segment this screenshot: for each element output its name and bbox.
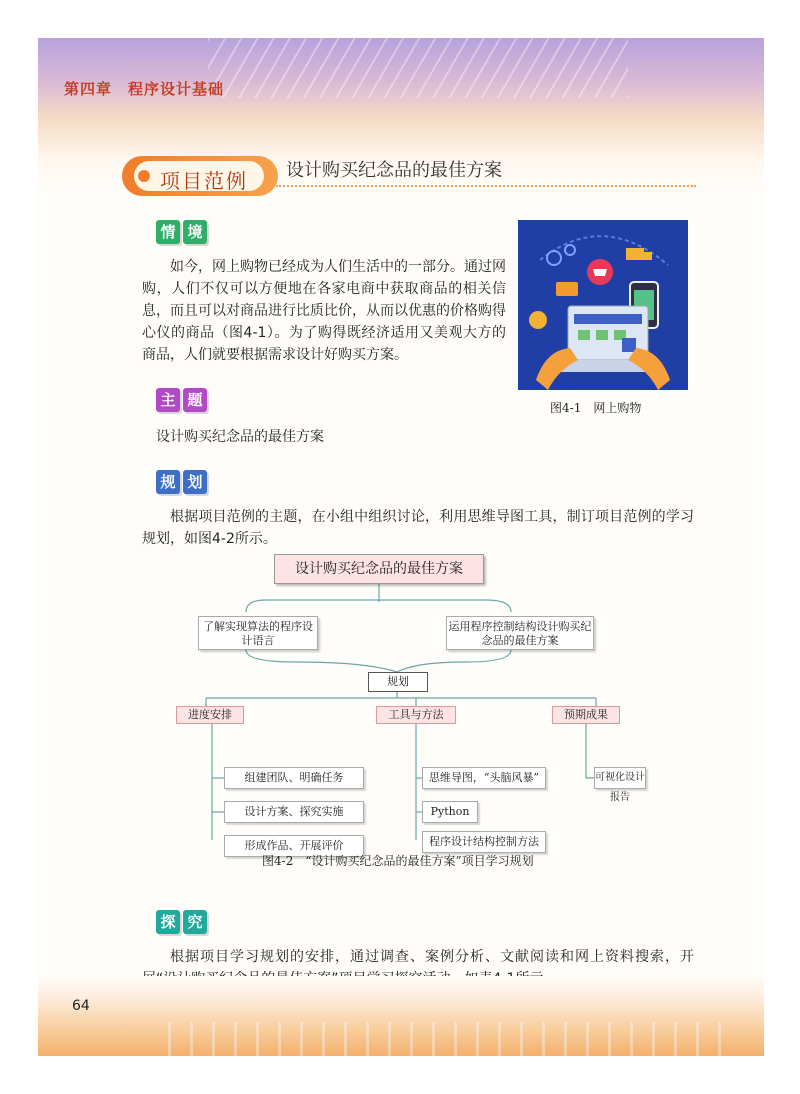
context-tag-char: 情 (156, 220, 180, 244)
mindmap-leaf: 组建团队、明确任务 (224, 767, 364, 789)
project-banner (122, 156, 278, 196)
dotted-divider (276, 185, 696, 187)
context-paragraph: 如今，网上购物已经成为人们生活中的一部分。通过网购，人们不仅可以方便地在各家电商中获取商品的相关信息，而且可以对商品进行比质比价，从而以优惠的价格购得心仪的商品（图4-1）。为了购得既经济适用又美观大方的商品，人们就要根据需求设计好购买方案。 (142, 259, 506, 363)
online-shopping-illustration (518, 220, 688, 390)
mindmap-left-node: 了解实现算法的程序设计语言 (198, 616, 318, 650)
plan-tag (156, 470, 210, 496)
mindmap-plan-node: 规划 (368, 672, 428, 692)
page-number: 64 (72, 998, 90, 1014)
mindmap-category: 进度安排 (176, 706, 244, 724)
figure1-caption: 图4-1 网上购物 (550, 401, 642, 415)
context-tag (156, 220, 210, 246)
explore-paragraph: 根据项目学习规划的安排，通过调查、案例分析、文献阅读和网上资料搜索，开 (170, 949, 694, 965)
context-tag-char: 境 (183, 220, 207, 244)
chapter-title: 第四章 程序设计基础 (64, 80, 225, 98)
mindmap (166, 548, 646, 852)
figure2-caption: 图4-2 “设计购买纪念品的最佳方案”项目学习规划 (262, 854, 534, 868)
mindmap-connectors (166, 548, 646, 840)
explore-tag-char: 究 (183, 910, 207, 934)
project-title: 设计购买纪念品的最佳方案 (286, 160, 502, 181)
theme-tag (156, 388, 210, 414)
theme-text: 设计购买纪念品的最佳方案 (156, 429, 324, 445)
mindmap-leaf: Python (422, 801, 478, 823)
project-label: 项目范例 (160, 169, 248, 193)
explore-tag (156, 910, 210, 936)
mindmap-root: 设计购买纪念品的最佳方案 (274, 554, 484, 584)
mindmap-leaf: 形成作品、开展评价 (224, 835, 364, 857)
mindmap-leaf: 程序设计结构控制方法 (422, 831, 546, 853)
mindmap-leaf: 思维导图，“头脑风暴” (422, 767, 546, 789)
plan-tag-char: 划 (183, 470, 207, 494)
explore-tag-char: 探 (156, 910, 180, 934)
theme-tag-char: 题 (183, 388, 207, 412)
plan-tag-char: 规 (156, 470, 180, 494)
mindmap-category: 工具与方法 (376, 706, 456, 724)
textbook-page (38, 38, 764, 1056)
mindmap-leaf: 设计方案、探究实施 (224, 801, 364, 823)
banner-dot-icon (138, 170, 150, 182)
plan-paragraph: 根据项目范例的主题，在小组中组织讨论，利用思维导图工具，制订项目范例的学习规划，如图4-2所示。 (142, 509, 694, 547)
theme-tag-char: 主 (156, 388, 180, 412)
mindmap-leaf: 可视化设计报告 (594, 767, 646, 789)
online-shopping-icon (518, 220, 688, 390)
header-decoration (208, 38, 628, 98)
mindmap-category: 预期成果 (552, 706, 620, 724)
footer-decoration (168, 1022, 728, 1056)
mindmap-right-node: 运用程序控制结构设计购买纪念品的最佳方案 (446, 616, 594, 650)
